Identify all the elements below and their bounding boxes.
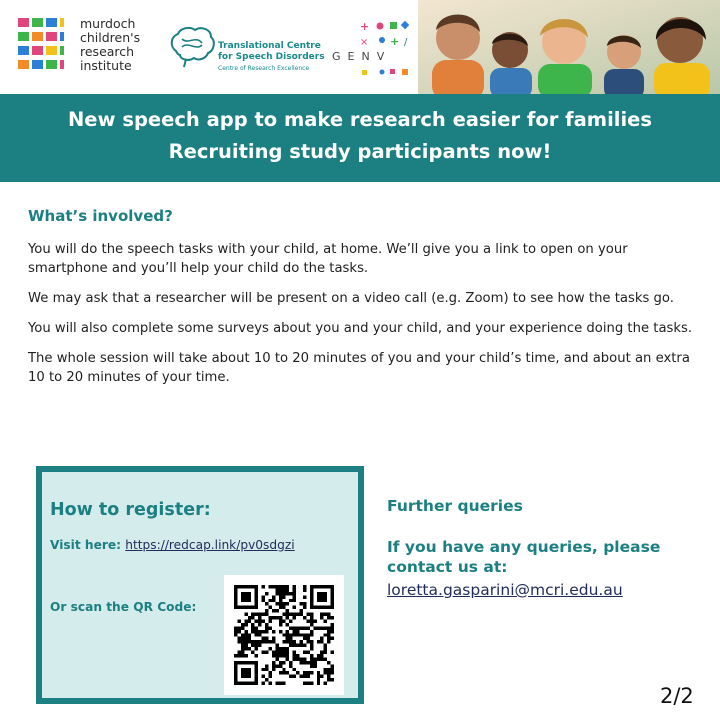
tcsd-subtitle: Centre of Research Excellence xyxy=(218,65,310,72)
svg-text:+: + xyxy=(360,20,370,33)
mcri-line: research xyxy=(80,44,135,59)
involved-heading: What’s involved? xyxy=(28,207,173,225)
mcri-line: murdoch xyxy=(80,16,136,31)
brain-dna-icon xyxy=(168,25,216,69)
register-box xyxy=(36,466,364,704)
banner-subtitle: Recruiting study participants now! xyxy=(168,140,552,163)
qr-code[interactable] xyxy=(224,575,344,695)
visit-label: Visit here: xyxy=(50,538,126,552)
involved-paragraph: The whole session will take about 10 to 20 minutes of you and your child’s time, and about an extra 10 to 20 minutes of your time. xyxy=(28,351,690,385)
mcri-wordmark xyxy=(80,17,140,73)
mcri-line: children's xyxy=(80,30,141,45)
tcsd-title-line: Translational Centre xyxy=(218,41,321,51)
queries-heading: Further queries xyxy=(387,497,523,515)
qr-code-icon xyxy=(234,585,334,685)
banner-title: New speech app to make research easier for families xyxy=(67,108,653,131)
register-visit-line xyxy=(50,538,295,552)
contact-email-link[interactable]: loretta.gasparini@mcri.edu.au xyxy=(387,581,623,599)
svg-text:/: / xyxy=(404,37,408,48)
mcri-logo-mark xyxy=(18,17,74,73)
involved-paragraphs xyxy=(28,240,698,398)
svg-text:×: × xyxy=(360,37,369,48)
involved-paragraph: We may ask that a researcher will be present on a video call (e.g. Zoom) to see how the tasks go. xyxy=(28,291,674,306)
header-bar xyxy=(0,0,720,94)
genv-logo xyxy=(330,18,420,78)
svg-text:+: + xyxy=(390,35,400,48)
register-heading: How to register: xyxy=(50,500,211,520)
involved-paragraph: You will also complete some surveys about you and your child, and your experience doing the tasks. xyxy=(28,321,693,336)
register-link[interactable]: https://redcap.link/pv0sdgzi xyxy=(125,538,295,552)
children-photo xyxy=(418,0,720,94)
genv-text: GENV xyxy=(332,50,392,63)
tcsd-wordmark xyxy=(218,41,325,72)
queries-body: If you have any queries, please contact us at: xyxy=(387,538,661,576)
page-number: 2/2 xyxy=(660,684,694,708)
tcsd-title-line: for Speech Disorders xyxy=(218,52,325,62)
title-banner xyxy=(0,94,720,182)
qr-label: Or scan the QR Code: xyxy=(50,600,197,614)
mcri-line: institute xyxy=(80,58,132,73)
involved-paragraph: You will do the speech tasks with your child, at home. We’ll give you a link to open on your smartphone and you’ll help your child do the tasks. xyxy=(28,242,628,276)
